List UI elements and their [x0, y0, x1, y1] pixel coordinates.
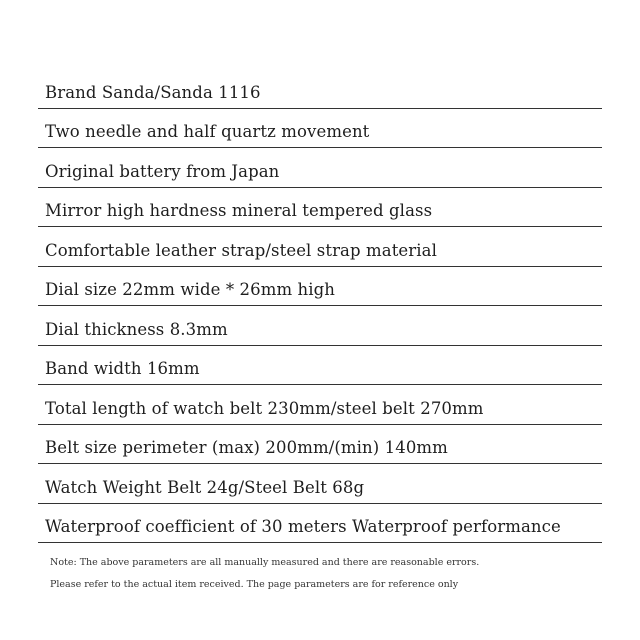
- spec-text: Mirror high hardness mineral tempered glass: [45, 201, 433, 220]
- spec-row-dial-thickness: [38, 306, 602, 346]
- spec-text: Band width 16mm: [45, 359, 200, 378]
- spec-row-band-width: [38, 346, 602, 386]
- spec-row-glass: [38, 188, 602, 228]
- spec-text: Dial thickness 8.3mm: [45, 319, 228, 339]
- spec-row-movement: [38, 109, 602, 149]
- spec-row-dial-size: [38, 267, 602, 307]
- spec-text: Comfortable leather strap/steel strap material: [45, 240, 437, 260]
- spec-text: Belt size perimeter (max) 200mm/(min) 140mm: [45, 438, 448, 457]
- spec-row-belt-perimeter: [38, 425, 602, 465]
- spec-text: Brand Sanda/Sanda 1116: [45, 82, 261, 102]
- spec-text: Watch Weight Belt 24g/Steel Belt 68g: [45, 477, 365, 497]
- notes-section: [50, 556, 610, 591]
- note-reference: Please refer to the actual item received. The page parameters are for reference only: [50, 579, 459, 590]
- spec-text: Two needle and half quartz movement: [45, 122, 370, 141]
- spec-row-belt-length: [38, 385, 602, 425]
- spec-row-strap-material: [38, 227, 602, 267]
- spec-row-brand: [38, 69, 602, 109]
- spec-text: Original battery from Japan: [45, 161, 280, 181]
- spec-list: [38, 69, 602, 543]
- note-measurement: Note: The above parameters are all manually measured and there are reasonable errors.: [50, 557, 480, 568]
- spec-text: Waterproof coefficient of 30 meters Waterproof performance: [45, 517, 561, 536]
- spec-row-weight: [38, 464, 602, 504]
- spec-row-battery: [38, 148, 602, 188]
- spec-row-waterproof: [38, 504, 602, 544]
- spec-text: Dial size 22mm wide * 26mm high: [45, 280, 336, 299]
- spec-text: Total length of watch belt 230mm/steel belt 270mm: [45, 398, 484, 418]
